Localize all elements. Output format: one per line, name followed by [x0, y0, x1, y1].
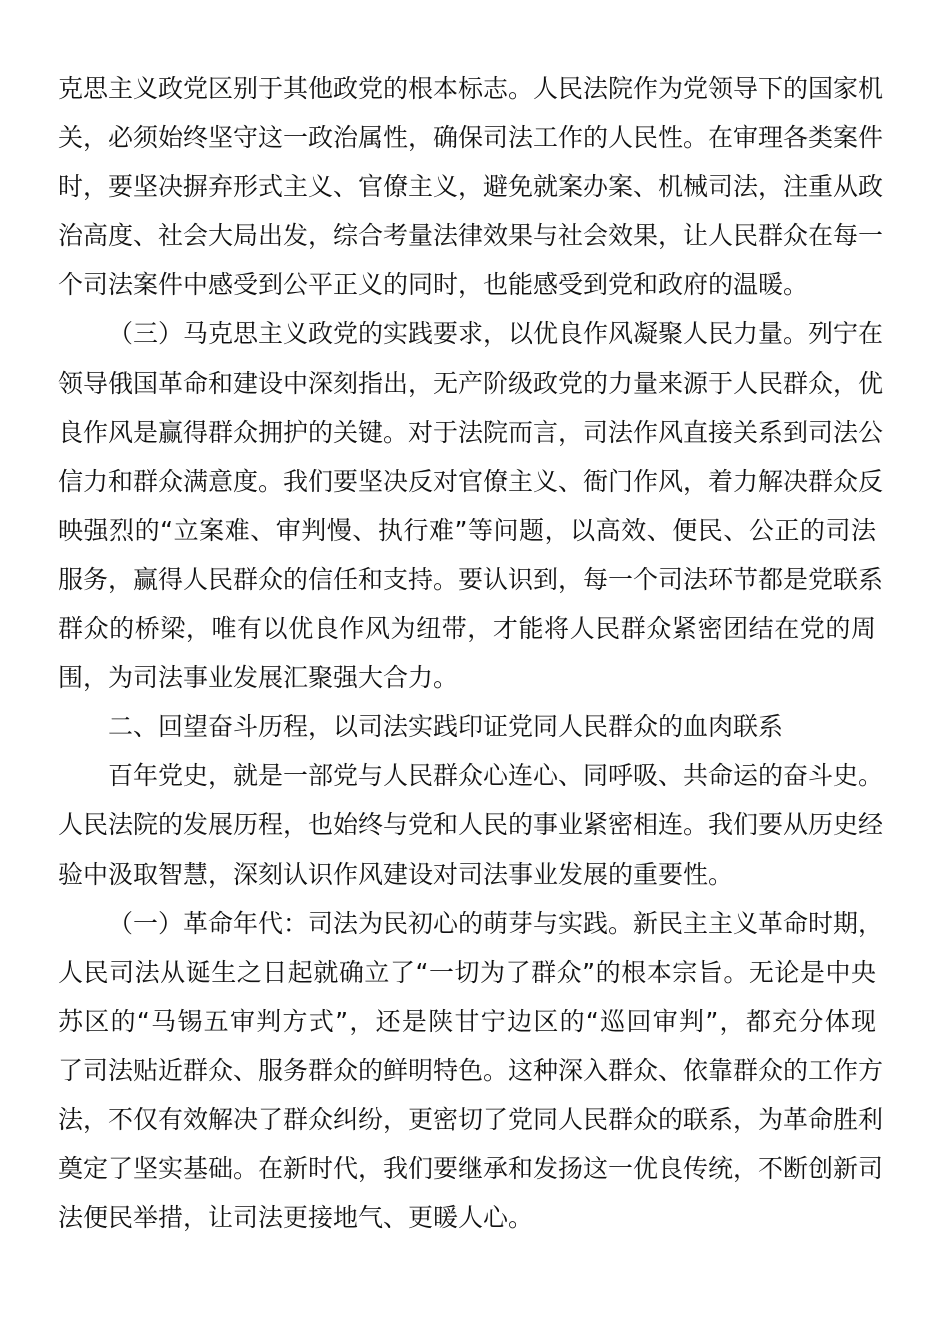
text-line: 了司法贴近群众、服务群众的鲜明特色。这种深入群众、依靠群众的工作方	[58, 1055, 884, 1085]
text-line: 法便民举措，让司法更接地气、更暖人心。	[58, 1203, 534, 1233]
text-line: 人民司法从诞生之日起就确立了“一切为了群众”的根本宗旨。无论是中央	[58, 957, 876, 987]
text-line: 时，要坚决摒弃形式主义、官僚主义，避免就案办案、机械司法，注重从政	[58, 172, 884, 202]
text-line: 群众的桥梁，唯有以优良作风为纽带，才能将人民群众紧密团结在党的周	[58, 614, 876, 644]
text-line: （三）马克思主义政党的实践要求，以优良作风凝聚人民力量。列宁在	[108, 319, 884, 349]
document-page	[58, 64, 884, 1242]
document-body	[58, 64, 884, 1242]
text-line: 服务，赢得人民群众的信任和支持。要认识到，每一个司法环节都是党联系	[58, 564, 884, 594]
text-line: 人民法院的发展历程，也始终与党和人民的事业紧密相连。我们要从历史经	[58, 810, 884, 840]
text-line: 信力和群众满意度。我们要坚决反对官僚主义、衙门作风，着力解决群众反	[58, 466, 884, 496]
text-line: 克思主义政党区别于其他政党的根本标志。人民法院作为党领导下的国家机	[58, 74, 884, 103]
text-line: 奠定了坚实基础。在新时代，我们要继承和发扬这一优良传统，不断创新司	[58, 1154, 884, 1184]
text-line: 百年党史，就是一部党与人民群众心连心、同呼吸、共命运的奋斗史。	[108, 761, 884, 791]
text-line: 苏区的“马锡五审判方式”，还是陕甘宁边区的“巡回审判”，都充分体现	[58, 1006, 876, 1036]
text-line: 良作风是赢得群众拥护的关键。对于法院而言，司法作风直接关系到司法公	[58, 417, 884, 447]
text-line: 个司法案件中感受到公平正义的同时，也能感受到党和政府的温暖。	[58, 270, 809, 300]
text-line: 治高度、社会大局出发，综合考量法律效果与社会效果，让人民群众在每一	[58, 221, 884, 251]
text-line: 验中汲取智慧，深刻认识作风建设对司法事业发展的重要性。	[58, 859, 734, 889]
text-line: 领导俄国革命和建设中深刻指出，无产阶级政党的力量来源于人民群众，优	[58, 368, 884, 398]
text-line: 映强烈的“立案难、审判慢、执行难”等问题，以高效、便民、公正的司法	[58, 515, 876, 545]
text-line: 关，必须始终坚守这一政治属性，确保司法工作的人民性。在审理各类案件	[58, 123, 884, 153]
text-line: 法，不仅有效解决了群众纠纷，更密切了党同人民群众的联系，为革命胜利	[58, 1104, 884, 1134]
text-line: （一）革命年代：司法为民初心的萌芽与实践。新民主主义革命时期，	[108, 908, 884, 938]
text-line: 围，为司法事业发展汇聚强大合力。	[58, 663, 459, 693]
text-line: 二、回望奋斗历程，以司法实践印证党同人民群众的血肉联系	[108, 712, 784, 742]
